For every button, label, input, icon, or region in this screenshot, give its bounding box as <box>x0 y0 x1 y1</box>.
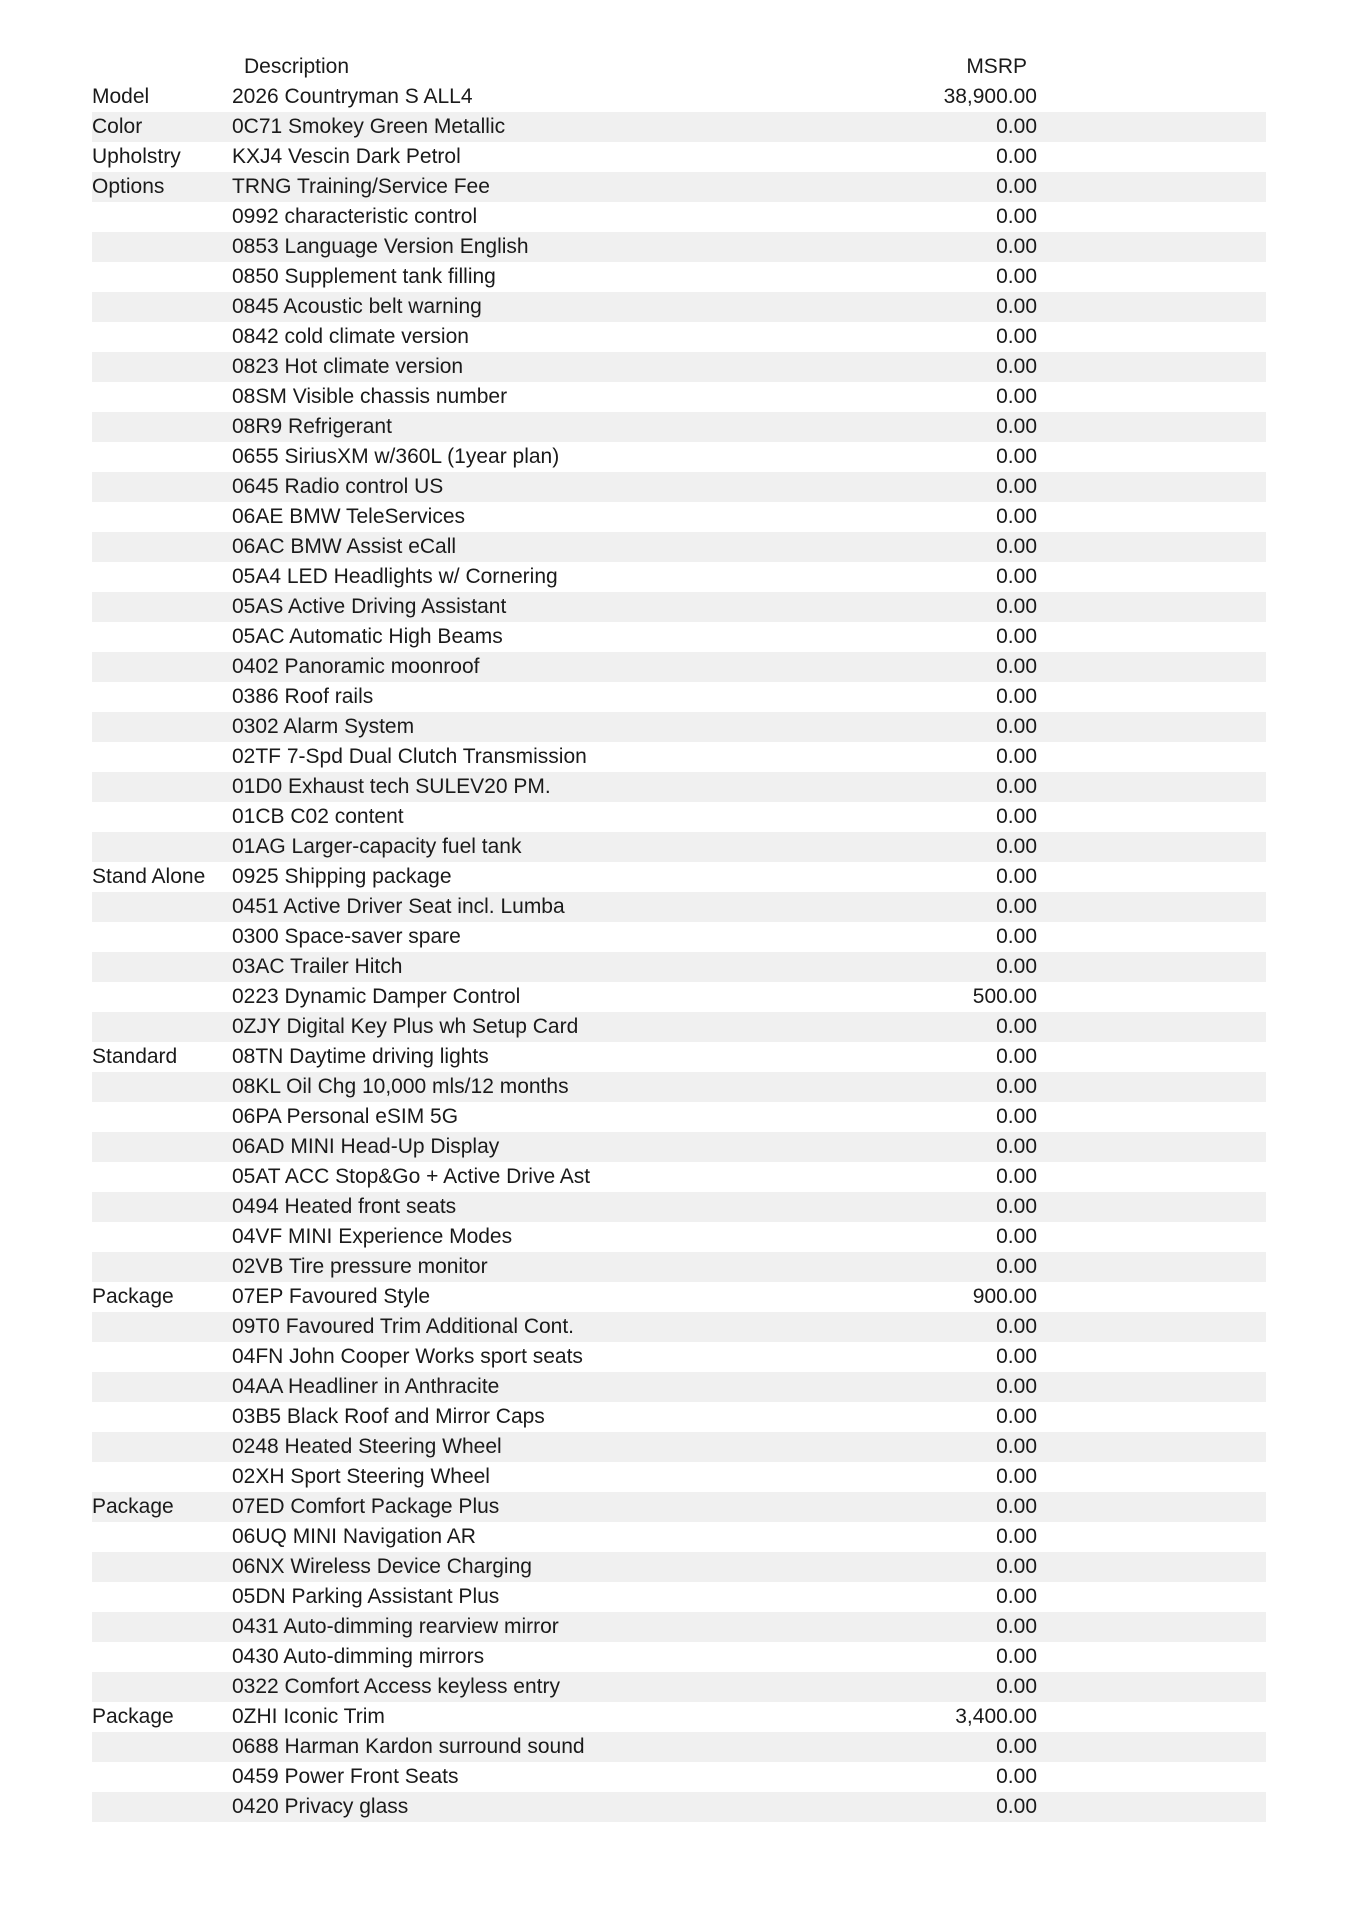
cell-description: 03B5 Black Roof and Mirror Caps <box>232 1402 892 1432</box>
cell-spacer <box>1037 112 1266 142</box>
cell-category <box>92 1342 232 1372</box>
cell-category: Model <box>92 82 232 112</box>
cell-category <box>92 1312 232 1342</box>
cell-msrp: 900.00 <box>892 1282 1037 1312</box>
cell-spacer <box>1037 262 1266 292</box>
cell-spacer <box>1037 412 1266 442</box>
cell-category <box>92 1132 232 1162</box>
cell-msrp: 0.00 <box>892 1312 1037 1342</box>
cell-description: 07ED Comfort Package Plus <box>232 1492 892 1522</box>
cell-spacer <box>1037 712 1266 742</box>
cell-description: 06NX Wireless Device Charging <box>232 1552 892 1582</box>
cell-category <box>92 1432 232 1462</box>
table-row <box>92 1672 1266 1702</box>
cell-description: 01AG Larger-capacity fuel tank <box>232 832 892 862</box>
cell-description: 07EP Favoured Style <box>232 1282 892 1312</box>
cell-spacer <box>1037 1282 1266 1312</box>
cell-description: 0420 Privacy glass <box>232 1792 892 1822</box>
table-row <box>92 292 1266 322</box>
cell-spacer <box>1037 1372 1266 1402</box>
cell-msrp: 0.00 <box>892 562 1037 592</box>
table-row <box>92 1432 1266 1462</box>
cell-category <box>92 1402 232 1432</box>
cell-description: 08KL Oil Chg 10,000 mls/12 months <box>232 1072 892 1102</box>
table-row <box>92 1072 1266 1102</box>
table-row <box>92 892 1266 922</box>
cell-msrp: 0.00 <box>892 1222 1037 1252</box>
cell-msrp: 0.00 <box>892 892 1037 922</box>
cell-msrp: 0.00 <box>892 1762 1037 1792</box>
cell-spacer <box>1037 1072 1266 1102</box>
table-row <box>92 1342 1266 1372</box>
cell-spacer <box>1037 1252 1266 1282</box>
cell-description: 0845 Acoustic belt warning <box>232 292 892 322</box>
cell-description: 06PA Personal eSIM 5G <box>232 1102 892 1132</box>
cell-category <box>92 1012 232 1042</box>
cell-description: 04FN John Cooper Works sport seats <box>232 1342 892 1372</box>
table-row <box>92 112 1266 142</box>
table-row <box>92 322 1266 352</box>
cell-category <box>92 1612 232 1642</box>
cell-description: 06UQ MINI Navigation AR <box>232 1522 892 1552</box>
cell-spacer <box>1037 952 1266 982</box>
cell-spacer <box>1037 922 1266 952</box>
cell-description: 04VF MINI Experience Modes <box>232 1222 892 1252</box>
cell-msrp: 0.00 <box>892 322 1037 352</box>
table-row <box>92 1552 1266 1582</box>
cell-msrp: 3,400.00 <box>892 1702 1037 1732</box>
cell-spacer <box>1037 322 1266 352</box>
cell-description: 01CB C02 content <box>232 802 892 832</box>
cell-spacer <box>1037 1222 1266 1252</box>
cell-description: 05AC Automatic High Beams <box>232 622 892 652</box>
column-header-msrp: MSRP <box>966 55 1027 78</box>
table-row <box>92 1222 1266 1252</box>
cell-category <box>92 592 232 622</box>
cell-description: 0223 Dynamic Damper Control <box>232 982 892 1012</box>
cell-msrp: 0.00 <box>892 652 1037 682</box>
cell-description: 0645 Radio control US <box>232 472 892 502</box>
cell-category: Package <box>92 1702 232 1732</box>
cell-spacer <box>1037 82 1266 112</box>
cell-description: 0302 Alarm System <box>232 712 892 742</box>
cell-category <box>92 202 232 232</box>
cell-category <box>92 832 232 862</box>
cell-msrp: 0.00 <box>892 502 1037 532</box>
cell-msrp: 0.00 <box>892 772 1037 802</box>
cell-msrp: 0.00 <box>892 1582 1037 1612</box>
cell-category <box>92 922 232 952</box>
cell-spacer <box>1037 1162 1266 1192</box>
cell-spacer <box>1037 1312 1266 1342</box>
cell-msrp: 0.00 <box>892 1132 1037 1162</box>
cell-description: 05AS Active Driving Assistant <box>232 592 892 622</box>
cell-msrp: 0.00 <box>892 952 1037 982</box>
cell-msrp: 0.00 <box>892 1252 1037 1282</box>
table-row <box>92 832 1266 862</box>
table-row <box>92 1642 1266 1672</box>
cell-description: 0842 cold climate version <box>232 322 892 352</box>
table-row <box>92 1762 1266 1792</box>
cell-spacer <box>1037 892 1266 922</box>
cell-msrp: 0.00 <box>892 142 1037 172</box>
cell-msrp: 0.00 <box>892 1042 1037 1072</box>
table-row <box>92 1162 1266 1192</box>
cell-category <box>92 232 232 262</box>
cell-description: 0C71 Smokey Green Metallic <box>232 112 892 142</box>
cell-msrp: 0.00 <box>892 1372 1037 1402</box>
table-row <box>92 382 1266 412</box>
cell-msrp: 0.00 <box>892 802 1037 832</box>
column-header-description: Description <box>244 55 350 78</box>
cell-description: 02TF 7-Spd Dual Clutch Transmission <box>232 742 892 772</box>
cell-category <box>92 322 232 352</box>
cell-description: 01D0 Exhaust tech SULEV20 PM. <box>232 772 892 802</box>
cell-spacer <box>1037 232 1266 262</box>
cell-description: 0451 Active Driver Seat incl. Lumba <box>232 892 892 922</box>
cell-category: Options <box>92 172 232 202</box>
cell-spacer <box>1037 562 1266 592</box>
cell-category <box>92 352 232 382</box>
cell-msrp: 0.00 <box>892 472 1037 502</box>
cell-category <box>92 1252 232 1282</box>
cell-spacer <box>1037 1402 1266 1432</box>
cell-spacer <box>1037 1012 1266 1042</box>
table-header <box>92 52 1266 82</box>
cell-description: 06AE BMW TeleServices <box>232 502 892 532</box>
cell-description: 04AA Headliner in Anthracite <box>232 1372 892 1402</box>
cell-spacer <box>1037 292 1266 322</box>
cell-description: 05AT ACC Stop&Go + Active Drive Ast <box>232 1162 892 1192</box>
cell-spacer <box>1037 1702 1266 1732</box>
cell-msrp: 0.00 <box>892 1642 1037 1672</box>
table-row <box>92 202 1266 232</box>
cell-description: 08SM Visible chassis number <box>232 382 892 412</box>
cell-category <box>92 682 232 712</box>
cell-description: 02XH Sport Steering Wheel <box>232 1462 892 1492</box>
cell-spacer <box>1037 352 1266 382</box>
cell-category <box>92 382 232 412</box>
cell-description: 0494 Heated front seats <box>232 1192 892 1222</box>
cell-spacer <box>1037 1192 1266 1222</box>
cell-description: 0823 Hot climate version <box>232 352 892 382</box>
cell-msrp: 0.00 <box>892 1732 1037 1762</box>
cell-category <box>92 1732 232 1762</box>
cell-description: TRNG Training/Service Fee <box>232 172 892 202</box>
cell-category: Package <box>92 1282 232 1312</box>
cell-msrp: 0.00 <box>892 202 1037 232</box>
table-row <box>92 1492 1266 1522</box>
cell-spacer <box>1037 202 1266 232</box>
cell-description: 0300 Space-saver spare <box>232 922 892 952</box>
table-row <box>92 952 1266 982</box>
cell-msrp: 0.00 <box>892 1672 1037 1702</box>
cell-description: 05DN Parking Assistant Plus <box>232 1582 892 1612</box>
cell-msrp: 0.00 <box>892 232 1037 262</box>
cell-category <box>92 1162 232 1192</box>
cell-msrp: 0.00 <box>892 1342 1037 1372</box>
table-row <box>92 592 1266 622</box>
cell-msrp: 38,900.00 <box>892 82 1037 112</box>
cell-spacer <box>1037 442 1266 472</box>
cell-spacer <box>1037 1342 1266 1372</box>
cell-category <box>92 652 232 682</box>
cell-msrp: 0.00 <box>892 352 1037 382</box>
table-row <box>92 142 1266 172</box>
cell-msrp: 0.00 <box>892 532 1037 562</box>
cell-category <box>92 1072 232 1102</box>
cell-description: 0655 SiriusXM w/360L (1year plan) <box>232 442 892 472</box>
table-row <box>92 262 1266 292</box>
cell-spacer <box>1037 1612 1266 1642</box>
cell-description: 09T0 Favoured Trim Additional Cont. <box>232 1312 892 1342</box>
table-row <box>92 652 1266 682</box>
cell-spacer <box>1037 772 1266 802</box>
cell-spacer <box>1037 1432 1266 1462</box>
cell-spacer <box>1037 682 1266 712</box>
cell-category <box>92 1102 232 1132</box>
table-row <box>92 1282 1266 1312</box>
table-row <box>92 1402 1266 1432</box>
cell-category <box>92 1522 232 1552</box>
cell-category <box>92 412 232 442</box>
cell-spacer <box>1037 142 1266 172</box>
cell-description: 08TN Daytime driving lights <box>232 1042 892 1072</box>
cell-msrp: 0.00 <box>892 832 1037 862</box>
cell-msrp: 0.00 <box>892 922 1037 952</box>
table-row <box>92 562 1266 592</box>
cell-spacer <box>1037 652 1266 682</box>
cell-description: 08R9 Refrigerant <box>232 412 892 442</box>
cell-description: 0402 Panoramic moonroof <box>232 652 892 682</box>
cell-description: 0853 Language Version English <box>232 232 892 262</box>
cell-description: 0925 Shipping package <box>232 862 892 892</box>
cell-description: 0688 Harman Kardon surround sound <box>232 1732 892 1762</box>
cell-msrp: 0.00 <box>892 1612 1037 1642</box>
cell-category <box>92 802 232 832</box>
cell-description: 0430 Auto-dimming mirrors <box>232 1642 892 1672</box>
cell-spacer <box>1037 862 1266 892</box>
cell-msrp: 0.00 <box>892 292 1037 322</box>
cell-category <box>92 1372 232 1402</box>
cell-description: 0248 Heated Steering Wheel <box>232 1432 892 1462</box>
table-row <box>92 862 1266 892</box>
cell-description: 06AC BMW Assist eCall <box>232 532 892 562</box>
cell-spacer <box>1037 172 1266 202</box>
cell-spacer <box>1037 1102 1266 1132</box>
cell-category <box>92 742 232 772</box>
cell-description: 0ZHI Iconic Trim <box>232 1702 892 1732</box>
table-row <box>92 1612 1266 1642</box>
table-row <box>92 742 1266 772</box>
cell-category <box>92 1222 232 1252</box>
cell-msrp: 0.00 <box>892 262 1037 292</box>
table-row <box>92 922 1266 952</box>
cell-spacer <box>1037 382 1266 412</box>
cell-spacer <box>1037 982 1266 1012</box>
table-body <box>92 82 1266 1822</box>
table-row <box>92 1732 1266 1762</box>
cell-description: 02VB Tire pressure monitor <box>232 1252 892 1282</box>
table-row <box>92 412 1266 442</box>
cell-msrp: 0.00 <box>892 1012 1037 1042</box>
cell-spacer <box>1037 832 1266 862</box>
cell-category <box>92 262 232 292</box>
table-row <box>92 982 1266 1012</box>
table-row <box>92 1312 1266 1342</box>
cell-description: 0386 Roof rails <box>232 682 892 712</box>
cell-category <box>92 1762 232 1792</box>
cell-spacer <box>1037 1462 1266 1492</box>
cell-spacer <box>1037 1492 1266 1522</box>
cell-category <box>92 1672 232 1702</box>
cell-description: 2026 Countryman S ALL4 <box>232 82 892 112</box>
cell-description: 0459 Power Front Seats <box>232 1762 892 1792</box>
cell-msrp: 500.00 <box>892 982 1037 1012</box>
cell-spacer <box>1037 1642 1266 1672</box>
table-row <box>92 472 1266 502</box>
table-row <box>92 82 1266 112</box>
table-row <box>92 1102 1266 1132</box>
table-row <box>92 1192 1266 1222</box>
cell-msrp: 0.00 <box>892 442 1037 472</box>
cell-spacer <box>1037 1792 1266 1822</box>
cell-category <box>92 712 232 742</box>
cell-msrp: 0.00 <box>892 112 1037 142</box>
cell-category <box>92 472 232 502</box>
cell-description: 03AC Trailer Hitch <box>232 952 892 982</box>
cell-msrp: 0.00 <box>892 1162 1037 1192</box>
cell-msrp: 0.00 <box>892 412 1037 442</box>
table-row <box>92 1702 1266 1732</box>
column-header-category <box>92 52 232 82</box>
table-row <box>92 1132 1266 1162</box>
table-row <box>92 172 1266 202</box>
cell-msrp: 0.00 <box>892 1102 1037 1132</box>
vehicle-spec-table <box>92 52 1266 1822</box>
cell-msrp: 0.00 <box>892 1432 1037 1462</box>
cell-msrp: 0.00 <box>892 382 1037 412</box>
cell-category <box>92 502 232 532</box>
cell-category <box>92 1462 232 1492</box>
cell-msrp: 0.00 <box>892 1402 1037 1432</box>
table-row <box>92 532 1266 562</box>
table-row <box>92 622 1266 652</box>
cell-description: 05A4 LED Headlights w/ Cornering <box>232 562 892 592</box>
cell-description: 0992 characteristic control <box>232 202 892 232</box>
cell-spacer <box>1037 592 1266 622</box>
cell-description: KXJ4 Vescin Dark Petrol <box>232 142 892 172</box>
cell-msrp: 0.00 <box>892 742 1037 772</box>
table-row <box>92 802 1266 832</box>
table-row <box>92 1582 1266 1612</box>
table-row <box>92 712 1266 742</box>
cell-category: Upholstry <box>92 142 232 172</box>
table-row <box>92 352 1266 382</box>
cell-msrp: 0.00 <box>892 1552 1037 1582</box>
cell-spacer <box>1037 1762 1266 1792</box>
cell-description: 0322 Comfort Access keyless entry <box>232 1672 892 1702</box>
cell-spacer <box>1037 532 1266 562</box>
table-row <box>92 502 1266 532</box>
table-row <box>92 1042 1266 1072</box>
cell-msrp: 0.00 <box>892 712 1037 742</box>
cell-msrp: 0.00 <box>892 1522 1037 1552</box>
cell-spacer <box>1037 502 1266 532</box>
table-row <box>92 232 1266 262</box>
table-row <box>92 442 1266 472</box>
cell-msrp: 0.00 <box>892 592 1037 622</box>
cell-description: 0850 Supplement tank filling <box>232 262 892 292</box>
cell-msrp: 0.00 <box>892 1492 1037 1522</box>
column-header-spacer <box>1037 52 1266 82</box>
cell-msrp: 0.00 <box>892 1072 1037 1102</box>
cell-description: 0ZJY Digital Key Plus wh Setup Card <box>232 1012 892 1042</box>
cell-category <box>92 1792 232 1822</box>
cell-category <box>92 532 232 562</box>
table-row <box>92 682 1266 712</box>
cell-spacer <box>1037 1552 1266 1582</box>
cell-description: 06AD MINI Head-Up Display <box>232 1132 892 1162</box>
cell-category <box>92 562 232 592</box>
cell-category: Standard <box>92 1042 232 1072</box>
cell-category <box>92 982 232 1012</box>
cell-msrp: 0.00 <box>892 622 1037 652</box>
cell-category <box>92 622 232 652</box>
cell-category <box>92 772 232 802</box>
cell-spacer <box>1037 1132 1266 1162</box>
table-row <box>92 1372 1266 1402</box>
cell-spacer <box>1037 1042 1266 1072</box>
cell-description: 0431 Auto-dimming rearview mirror <box>232 1612 892 1642</box>
table-row <box>92 772 1266 802</box>
table-row <box>92 1252 1266 1282</box>
cell-spacer <box>1037 472 1266 502</box>
cell-spacer <box>1037 1672 1266 1702</box>
cell-category <box>92 892 232 922</box>
cell-msrp: 0.00 <box>892 862 1037 892</box>
cell-category <box>92 1192 232 1222</box>
cell-spacer <box>1037 622 1266 652</box>
cell-msrp: 0.00 <box>892 172 1037 202</box>
table-row <box>92 1522 1266 1552</box>
cell-msrp: 0.00 <box>892 682 1037 712</box>
table-header-row <box>92 52 1266 82</box>
table-row <box>92 1462 1266 1492</box>
cell-spacer <box>1037 1582 1266 1612</box>
cell-category <box>92 292 232 322</box>
cell-msrp: 0.00 <box>892 1192 1037 1222</box>
cell-spacer <box>1037 1732 1266 1762</box>
cell-msrp: 0.00 <box>892 1462 1037 1492</box>
cell-category: Color <box>92 112 232 142</box>
cell-spacer <box>1037 1522 1266 1552</box>
cell-category: Package <box>92 1492 232 1522</box>
cell-category <box>92 1552 232 1582</box>
cell-category <box>92 1642 232 1672</box>
cell-category: Stand Alone <box>92 862 232 892</box>
cell-spacer <box>1037 802 1266 832</box>
cell-msrp: 0.00 <box>892 1792 1037 1822</box>
cell-category <box>92 442 232 472</box>
table-row <box>92 1012 1266 1042</box>
cell-category <box>92 1582 232 1612</box>
table-row <box>92 1792 1266 1822</box>
cell-category <box>92 952 232 982</box>
cell-spacer <box>1037 742 1266 772</box>
